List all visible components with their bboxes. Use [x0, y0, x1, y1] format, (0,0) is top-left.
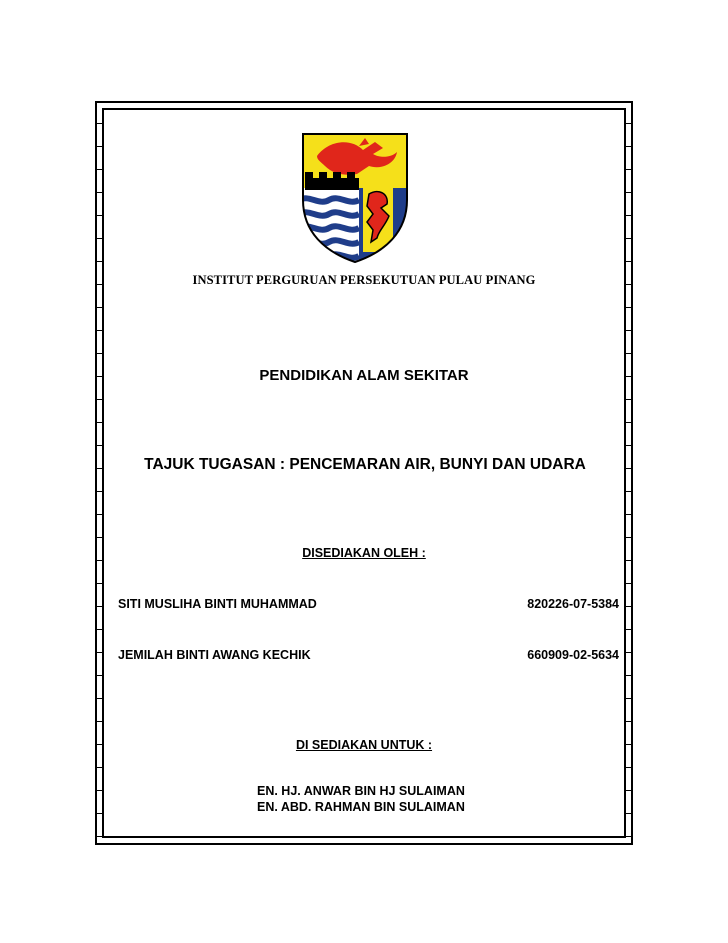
- prepared-for-label: DI SEDIAKAN UNTUK :: [295, 738, 433, 752]
- prepared-by-label: DISEDIAKAN OLEH :: [302, 546, 426, 560]
- subject-title: PENDIDIKAN ALAM SEKITAR: [259, 367, 469, 384]
- institute-crest-logo: [299, 130, 411, 264]
- page-border-right-ticks: [626, 101, 633, 845]
- lecturer-name: EN. HJ. ANWAR BIN HJ SULAIMAN: [257, 784, 465, 798]
- institute-name: INSTITUT PERGURUAN PERSEKUTUAN PULAU PINANG: [192, 273, 536, 287]
- student-row: [118, 648, 619, 664]
- assignment-topic: TAJUK TUGASAN : PENCEMARAN AIR, BUNYI DAN UDARA: [144, 456, 586, 473]
- page-border-left-ticks: [95, 101, 102, 845]
- lecturer-list: [257, 783, 465, 815]
- student-ic-number: 820226-07-5384: [527, 597, 619, 611]
- lecturer-name: EN. ABD. RAHMAN BIN SULAIMAN: [257, 800, 465, 814]
- student-name: JEMILAH BINTI AWANG KECHIK: [118, 648, 311, 662]
- student-ic-number: 660909-02-5634: [527, 648, 619, 662]
- student-name: SITI MUSLIHA BINTI MUHAMMAD: [118, 597, 317, 611]
- student-row: [118, 597, 619, 613]
